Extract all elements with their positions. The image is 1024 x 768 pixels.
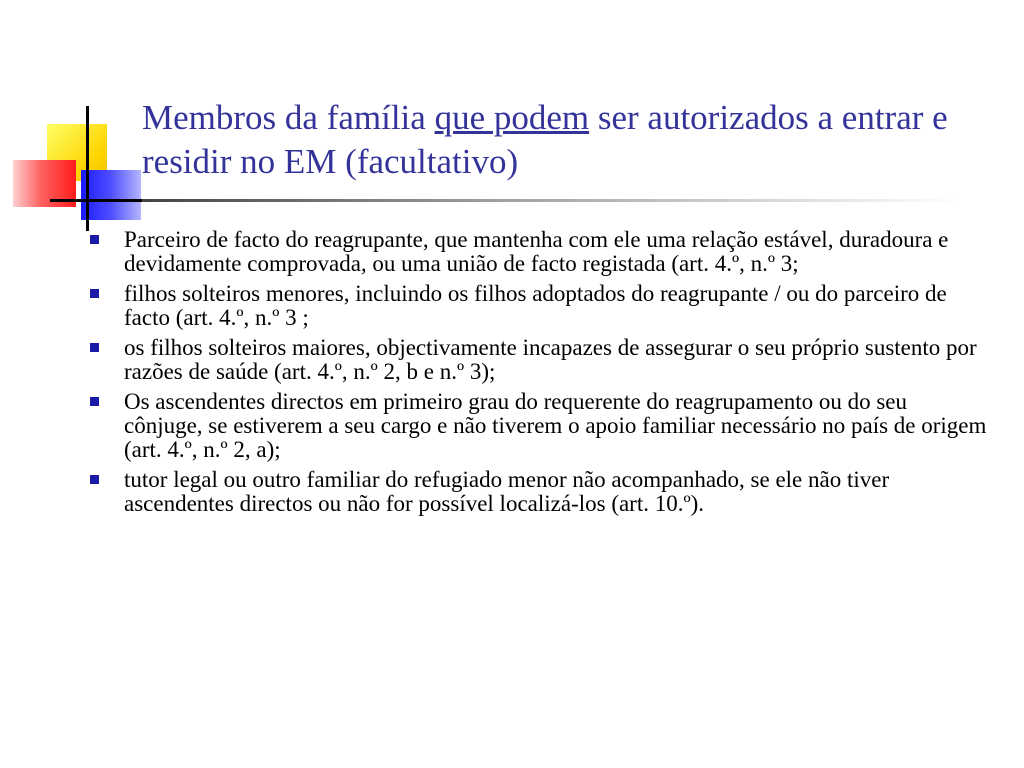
bullet-text: Parceiro de facto do reagrupante, que mantenha com ele uma relação estável, duradoura e devidamente comprovada, ou uma união de facto registada (art. 4.º, n.º 3; [124,227,949,276]
square-bullet-icon [90,397,99,406]
bullet-text: filhos solteiros menores, incluindo os filhos adoptados do reagrupante / ou do parceiro de facto (art. 4.º, n.º 3 ; [124,281,947,330]
bullet-item [88,336,988,384]
bullet-text: Os ascendentes directos em primeiro grau do requerente do reagrupamento ou do seu cônjuge, se estiverem a seu cargo e não tiverem o apoio familiar necessário no país de origem (art. 4.º, n.º 2, a); [124,389,987,462]
bullet-item [88,282,988,330]
bullet-item [88,390,988,462]
title-underlined-phrase: que podem [434,98,590,137]
square-bullet-icon [90,235,99,244]
square-bullet-icon [90,475,99,484]
decorative-vertical-line [86,106,89,231]
bullet-text: tutor legal ou outro familiar do refugiado menor não acompanhado, se ele não tiver ascendentes directos ou não for possível localizá-los (art. 10.º). [124,467,890,516]
bullet-text: os filhos solteiros maiores, objectivamente incapazes de assegurar o seu próprio sustento por razões de saúde (art. 4.º, n.º 2, b e n.º 3); [124,335,977,384]
title-part-1: Membros da família [142,98,435,137]
title-part-2: ser autorizados a entrar e residir no EM (facultativo) [142,98,948,181]
title-underline-rule [142,199,962,202]
square-bullet-icon [90,289,99,298]
bullet-item [88,468,988,516]
square-bullet-icon [90,343,99,352]
bullet-item [88,228,988,276]
decorative-horizontal-line [50,199,142,202]
slide-title [142,96,1002,184]
decorative-blue-rectangle [81,170,141,220]
bullet-list [88,228,988,522]
